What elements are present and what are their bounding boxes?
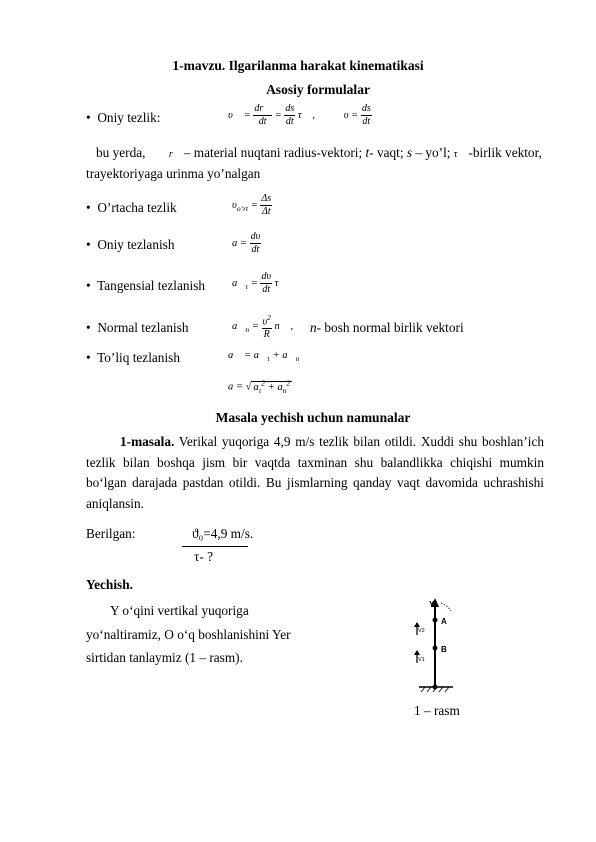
formula-row-average-velocity: • O’rtacha tezlik (86, 200, 177, 215)
formula-row-instant-acceleration: • Oniy tezlanish (86, 237, 175, 252)
v1-label: V1 (418, 657, 425, 663)
page-title: 1-mavzu. Ilgarilanma harakat kinematikasi (172, 58, 424, 73)
problem-label: 1-masala. (120, 434, 175, 449)
formula-row-normal: • Normal tezlanish (86, 320, 189, 335)
trajectory-dashes (441, 603, 451, 611)
given-label: Berilgan: (86, 526, 136, 541)
average-velocity-formula: $\upsilon_{o‘rt}$ = $\frac{\Delta s}{\Delta t}$ (232, 193, 272, 217)
figure-diagram (405, 595, 475, 695)
problem-body: Verikal yuqoriga 4,9 m/s tezlik bilan otildi. Xuddi shu boshlan’ich tezlik bilan boshqa jism bir vaqtda taxminan shu balandlikka chiqishi mumkin bo‘lgan darajada pastdan otildi. Bu jismlarning qanday vaqt davomida uchrashishi aniqlansin. (86, 434, 544, 511)
y-axis (431, 598, 439, 687)
point-b (433, 646, 438, 651)
figure-caption: 1 – rasm (414, 703, 460, 718)
formula-row-instant-velocity (86, 110, 160, 126)
origin-point (433, 685, 438, 690)
problem-text (86, 432, 544, 514)
v2-label: V2 (418, 628, 425, 634)
tangential-formula: $a⃗_\tau$ = $\frac{d\upsilon}{dt}$ τ⃗ (232, 271, 287, 295)
acceleration-formula: a = $\frac{d\upsilon}{dt}$ (232, 231, 261, 255)
point-b-label: B (441, 645, 447, 654)
solution-line-1: Y o‘qini vertikal yuqoriga (110, 603, 249, 618)
solution-line-2: yo‘naltiramiz, O o‘q boshlanishini Yer (86, 627, 291, 642)
point-a-label: A (441, 617, 447, 626)
where-line: bu yerda, r⃗ – material nuqtani radius-vektori; t- vaqt; s – yo’l; τ⃗ -birlik vektor, (96, 145, 542, 160)
point-a (433, 618, 438, 623)
solution-line-3: sirtidan tanlaymiz (1 – rasm). (86, 650, 243, 665)
formula-row-total: • To’liq tezlanish (86, 350, 180, 365)
given-v0: ϑ₀=4,9 m/s. (192, 526, 254, 541)
given-unknown: τ- ? (194, 549, 213, 564)
formulas-heading: Asosiy formulalar (266, 82, 370, 97)
formula-label: Oniy tezlik: (97, 110, 161, 125)
given-divider (182, 546, 248, 547)
velocity-formula: υ⃗ = $\frac{dr⃗}{dt}$ = $\frac{ds}{dt}$ τ⃗ , υ = $\frac{ds}{dt}$ (228, 103, 371, 127)
total-vector-formula: a⃗ = $a⃗_\tau$ + $a⃗_n$ (228, 350, 300, 364)
bullet: • (86, 110, 91, 125)
where-line-2: trayektoriyaga urinma yo’nalgan (86, 166, 261, 181)
total-magnitude-formula: a = √ $a_\tau^2 + a_n^2$ (228, 378, 291, 395)
examples-heading: Masala yechish uchun namunalar (215, 410, 411, 425)
normal-note: n- bosh normal birlik vektori (310, 320, 464, 335)
normal-formula: $a⃗_n$ = $\frac{\upsilon^2}{R}$ n⃗ , (232, 313, 294, 341)
y-axis-label: Y (429, 600, 435, 609)
formula-row-tangential: • Tangensial tezlanish (86, 278, 206, 293)
solution-label: Yechish. (86, 577, 133, 592)
